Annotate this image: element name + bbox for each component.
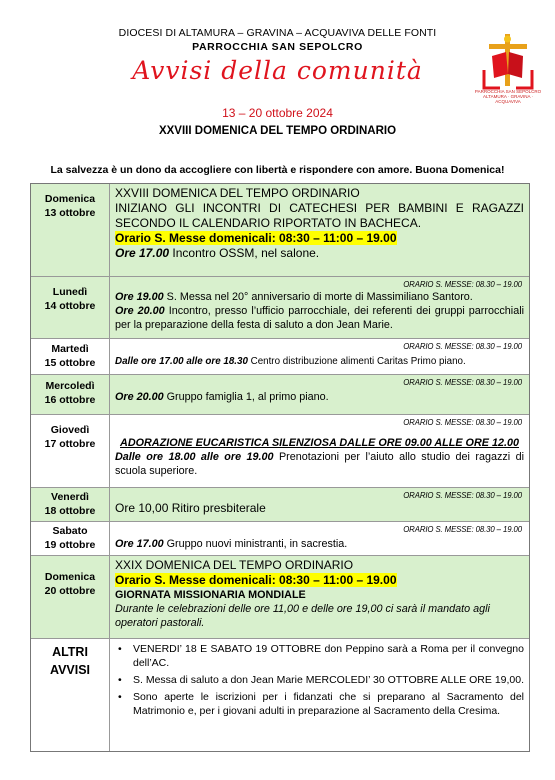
event-line [115,501,524,516]
event-text: Gruppo famiglia 1, al primo piano. [163,391,329,403]
event-time: Dalle ore 17.00 alle ore 18.30 [115,356,248,367]
schedule-row-friday-18 [31,488,529,522]
event-text: Incontro OSSM, nel salone. [169,246,320,260]
event-line [115,450,524,478]
day-name: Lunedì [52,286,88,298]
event-line [115,355,524,369]
day-events [110,488,529,521]
day-cell [31,339,110,374]
day-date: 16 ottobre [44,394,96,406]
event-line [115,246,524,261]
schedule-row-wednesday-16 [31,375,529,415]
day-date: 18 ottobre [44,505,96,517]
mass-schedule-note: ORARIO S. MESSE: 08.30 – 19.00 [403,418,522,427]
day-cell [31,522,110,555]
schedule-row-tuesday-15 [31,339,529,375]
sunday-title: XXVIII DOMENICA DEL TEMPO ORDINARIO [158,125,397,137]
event-time: Ore 20.00 [115,305,165,317]
event-line [115,290,524,304]
schedule-row-sunday-13 [31,184,529,277]
day-events [110,339,529,374]
event-text: Prenotazioni per l’aiuto allo studio dei ragazzi di scuola superiore. [115,451,524,477]
event-time: Ore 17.00 [115,538,164,550]
day-events [110,184,529,276]
mission-day: GIORNATA MISSIONARIA MONDIALE [115,589,306,601]
day-name: Mercoledì [45,380,95,392]
event-line [115,390,524,404]
event-text: Incontro, presso l’ufficio parrocchiale, dei referenti dei gruppi parrocchiali per la preparazione della festa di saluto a don Jean Marie. [115,305,525,331]
day-name: Domenica [44,193,96,205]
mass-schedule-note: ORARIO S. MESSE: 08.30 – 19.00 [403,342,522,351]
adoration-notice: ADORAZIONE EUCARISTICA SILENZIOSA DALLE ORE 09.00 ALLE ORE 12.00 [120,437,519,449]
sunday-heading: XXIX DOMENICA DEL TEMPO ORDINARIO [115,558,354,572]
day-name: Martedì [51,343,89,355]
day-date: 17 ottobre [44,438,96,450]
day-name: Venerdì [51,491,89,503]
day-cell [31,488,110,521]
mass-times [115,573,524,588]
day-date: 14 ottobre [44,300,96,312]
event-time: Ore 17.00 [115,246,170,260]
event-time: Ore 19.00 [115,291,164,303]
other-notices-label [31,639,110,751]
date-range: 13 – 20 ottobre 2024 [222,106,333,120]
day-events [110,375,529,414]
logo-caption-subtitle: ALTAMURA · GRAVINA · ACQUAVIVA [482,94,533,104]
mass-times-highlight: Orario S. Messe domenicali: 08:30 – 11:00 – 19.00 [115,573,397,587]
weekly-motto: La salvezza è un dono da accogliere con libertà e rispondere con amore. Buona Domenica! [50,164,505,176]
day-date: 20 ottobre [44,585,96,597]
day-cell [31,277,110,338]
day-cell [31,556,110,638]
other-notices-row [31,639,529,751]
logo-caption [470,89,546,104]
schedule-row-saturday-19 [31,522,529,556]
event-text: Gruppo nuovi ministranti, in sacrestia. [163,538,348,550]
page-title: Avvisi della comunità [132,56,423,85]
mass-schedule-note: ORARIO S. MESSE: 08.30 – 19.00 [403,378,522,387]
day-cell [31,184,110,276]
catechesis-notice: INIZIANO GLI INCONTRI DI CATECHESI PER BAMBINI E RAGAZZI SECONDO IL CALENDARIO RIPORTATO IN BACHECA. [115,201,524,230]
diocese-heading: DIOCESI DI ALTAMURA – GRAVINA – ACQUAVIVA DELLE FONTI [118,27,437,39]
mass-schedule-note: ORARIO S. MESSE: 08.30 – 19.00 [403,280,522,289]
day-events [110,415,529,487]
day-events [110,277,529,338]
mass-schedule-note: ORARIO S. MESSE: 08.30 – 19.00 [403,525,522,534]
mass-schedule-note: ORARIO S. MESSE: 08.30 – 19.00 [403,491,522,500]
day-date: 15 ottobre [44,357,96,369]
notice-item: • Sono aperte le iscrizioni per i fidanzati che si preparano al Sacramento del Matrimonio e, per i giovani adulti in preparazione al Sacramento della Cresima. [115,690,524,718]
other-notices-list [115,642,524,718]
parish-heading: PARROCCHIA SAN SEPOLCRO [192,41,363,53]
event-time: Dalle ore 18.00 alle ore 19.00 [115,451,274,463]
notice-item: • VENERDI’ 18 E SABATO 19 OTTOBRE don Peppino sarà a Roma per il convegno dell’AC. [115,642,524,670]
day-name: Domenica [44,571,96,583]
day-name: Sabato [52,525,88,537]
mass-times-highlight: Orario S. Messe domenicali: 08:30 – 11:00 – 19.00 [115,231,397,245]
other-notices-list-cell [110,639,529,751]
day-name: Giovedì [50,424,90,436]
day-events [110,522,529,555]
schedule-row-sunday-20 [31,556,529,639]
day-date: 13 ottobre [44,207,96,219]
day-date: 19 ottobre [44,539,96,551]
event-text: Centro distribuzione alimenti Caritas Primo piano. [247,356,466,367]
notice-item: • S. Messa di saluto a don Jean Marie MERCOLEDI’ 30 OTTOBRE ALLE ORE 19,00. [115,673,524,687]
event-line [115,537,524,551]
event-time: Ore 20.00 [115,391,164,403]
event-time: Ore 10,00 [115,501,169,515]
mandate-notice: Durante le celebrazioni delle ore 11,00 e delle ore 19,00 ci sarà il mandato agli operatori pastorali. [115,603,490,629]
schedule-row-thursday-17 [31,415,529,488]
sunday-heading: XXVIII DOMENICA DEL TEMPO ORDINARIO [115,186,360,200]
day-cell [31,375,110,414]
event-text: Ritiro presbiterale [168,501,266,515]
other-notices-label-line2: AVVISI [49,663,91,677]
logo-caption-title: PARROCCHIA SAN SEPOLCRO [474,89,542,94]
event-text: S. Messa nel 20° anniversario di morte di Massimiliano Santoro. [163,291,473,303]
other-notices-label-line1: ALTRI [52,645,88,659]
mass-times [115,231,524,246]
day-events [110,556,529,638]
schedule-row-monday-14 [31,277,529,339]
day-cell [31,415,110,487]
event-line [115,304,524,332]
weekly-schedule-table [30,183,530,752]
